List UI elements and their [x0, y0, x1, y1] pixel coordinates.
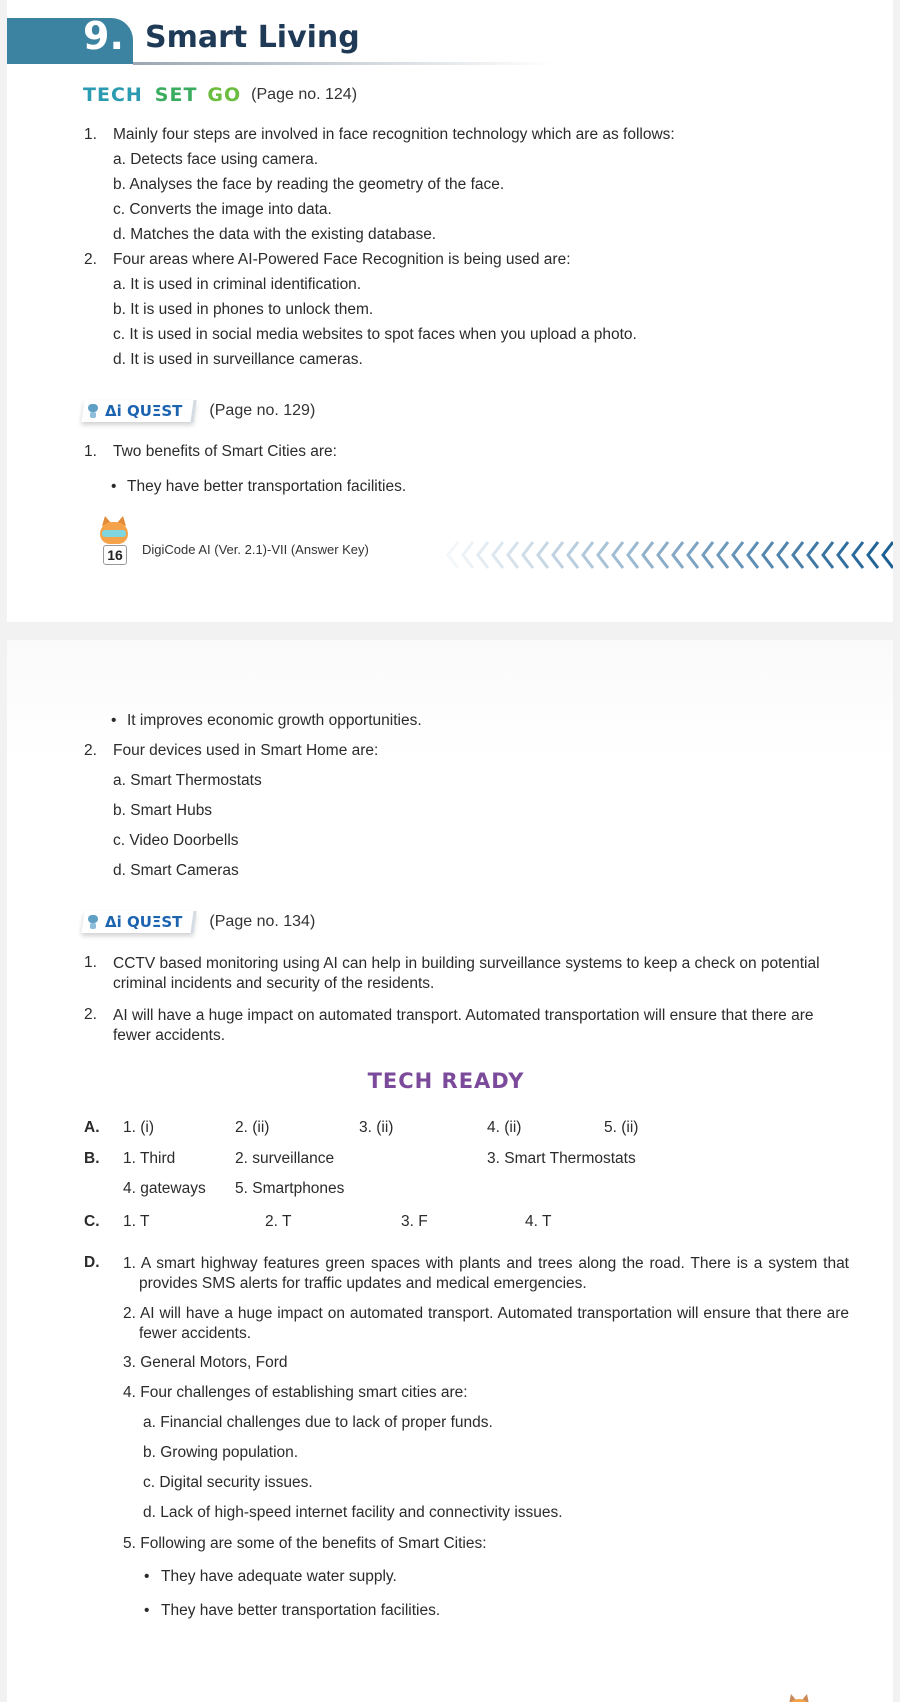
answer-paragraph: 4. Four challenges of establishing smart cities are: — [123, 1384, 468, 1401]
answer-bullet: They have better transportation facilities. — [161, 1602, 441, 1619]
exercise-letter: C. — [84, 1213, 100, 1230]
chevron-left-icon — [718, 542, 728, 568]
answer-cell: 1. Third — [123, 1150, 176, 1167]
page-ref: (Page no. 134) — [209, 913, 316, 930]
ai-quest-heading — [83, 400, 315, 422]
answer-item: c. It is used in social media websites to spot faces when you upload a photo. — [113, 326, 637, 343]
chevron-left-icon — [823, 542, 833, 568]
answer-item: a. It is used in criminal identification. — [113, 276, 362, 293]
chevron-left-icon — [793, 542, 803, 568]
chevron-left-icon — [658, 542, 668, 568]
answer-cell: 5. Smartphones — [235, 1180, 345, 1197]
chapter-underline — [133, 62, 553, 65]
chapter-number: 9. — [83, 14, 124, 58]
page-ref: (Page no. 129) — [209, 402, 316, 419]
answer-item: a. Detects face using camera. — [113, 151, 319, 168]
chapter-title: Smart Living — [145, 20, 360, 55]
question-number: 1. — [84, 443, 97, 460]
answer-item: d. Matches the data with the existing database. — [113, 226, 437, 243]
ai-quest-label: Δi QUΞST — [105, 402, 183, 420]
question-answer: AI will have a huge impact on automated transport. Automated transportation will ensure that there are fewer accidents. — [113, 1007, 814, 1044]
page-16 — [7, 0, 893, 622]
question-text: Four areas where AI-Powered Face Recognition is being used are: — [113, 251, 571, 268]
answer-item: b. It is used in phones to unlock them. — [113, 301, 374, 318]
bullet-icon: • — [111, 478, 117, 495]
question-text: Four devices used in Smart Home are: — [113, 742, 379, 759]
chevron-left-icon — [763, 542, 773, 568]
chevron-left-icon — [853, 542, 863, 568]
question-number: 1. — [84, 126, 97, 143]
chevron-left-icon — [598, 542, 608, 568]
answer-item: a. Financial challenges due to lack of proper funds. — [143, 1414, 493, 1431]
tech-set-go-part-tech: TECH — [83, 84, 143, 106]
chevron-left-icon — [688, 542, 698, 568]
answer-cell: 4. gateways — [123, 1180, 206, 1197]
answer-bullet: They have better transportation facilities. — [127, 478, 407, 495]
answer-cell: 5. (ii) — [604, 1119, 639, 1136]
chevron-left-icon — [748, 542, 758, 568]
answer-cell: 2. T — [265, 1213, 292, 1230]
chevron-left-icon — [553, 542, 563, 568]
footer-mascot-badge — [97, 516, 131, 566]
answer-cell: 2. (ii) — [235, 1119, 270, 1136]
answer-paragraph: 3. General Motors, Ford — [123, 1354, 288, 1371]
chevron-left-icon — [463, 542, 473, 568]
ai-quest-badge — [81, 400, 197, 422]
answer-item: b. Smart Hubs — [113, 802, 213, 819]
chevron-left-icon — [613, 542, 623, 568]
question-answer: CCTV based monitoring using AI can help in building surveillance systems to keep a check on potential criminal incidents and security of the residents. — [113, 955, 820, 992]
tech-set-go-part-go: GO — [207, 84, 242, 106]
tech-ready-heading — [7, 1069, 893, 1093]
chevron-left-icon — [568, 542, 578, 568]
chevron-left-icon — [673, 542, 683, 568]
answer-item: c. Video Doorbells — [113, 832, 239, 849]
answer-cell: 4. T — [525, 1213, 552, 1230]
answer-paragraph: 5. Following are some of the benefits of Smart Cities: — [123, 1535, 487, 1552]
answer-cell: 3. Smart Thermostats — [487, 1150, 636, 1167]
answer-item: d. Lack of high-speed internet facility and connectivity issues. — [143, 1504, 563, 1521]
tech-set-go-heading — [83, 84, 357, 106]
exercise-letter: A. — [84, 1119, 100, 1136]
robot-icon — [87, 404, 99, 418]
tech-set-go-part-set: SET — [154, 84, 198, 106]
answer-cell: 1. T — [123, 1213, 150, 1230]
chevron-left-icon — [478, 542, 488, 568]
chevron-left-icon — [733, 542, 743, 568]
tech-ready-title: TECH READY — [367, 1069, 525, 1093]
chevron-stripe-decoration — [440, 538, 893, 572]
page-number: 16 — [103, 545, 127, 565]
question-text: Two benefits of Smart Cities are: — [113, 443, 337, 460]
answer-item: d. It is used in surveillance cameras. — [113, 351, 363, 368]
chevron-left-icon — [868, 542, 878, 568]
answer-bullet: They have adequate water supply. — [161, 1568, 397, 1585]
answer-cell: 3. (ii) — [359, 1119, 394, 1136]
chevron-left-icon — [703, 542, 713, 568]
answer-cell: 3. F — [401, 1213, 428, 1230]
fox-visor-icon — [102, 530, 126, 537]
ai-quest-badge — [81, 911, 197, 933]
question-number: 1. — [84, 954, 97, 971]
chevron-left-icon — [523, 542, 533, 568]
answer-item: c. Digital security issues. — [143, 1474, 313, 1491]
exercise-letter: D. — [84, 1254, 100, 1271]
question-number: 2. — [84, 251, 97, 268]
answer-item: b. Analyses the face by reading the geometry of the face. — [113, 176, 505, 193]
ai-quest-label: Δi QUΞST — [105, 913, 183, 931]
chevron-left-icon — [508, 542, 518, 568]
question-number: 2. — [84, 742, 97, 759]
ai-quest-heading — [83, 911, 315, 933]
page-17 — [7, 640, 893, 1702]
question-text: Mainly four steps are involved in face recognition technology which are as follows: — [113, 126, 675, 143]
answer-item: c. Converts the image into data. — [113, 201, 332, 218]
chevron-left-icon — [643, 542, 653, 568]
answer-item: a. Smart Thermostats — [113, 772, 262, 789]
question-number: 2. — [84, 1006, 97, 1023]
answer-item: b. Growing population. — [143, 1444, 299, 1461]
book-title: DigiCode AI (Ver. 2.1)-VII (Answer Key) — [142, 542, 369, 557]
answer-cell: 1. (i) — [123, 1119, 154, 1136]
chevron-left-icon — [808, 542, 818, 568]
bullet-icon: • — [144, 1568, 150, 1585]
answer-cell: 2. surveillance — [235, 1150, 335, 1167]
answer-paragraph: 1. A smart highway features green spaces with plants and trees along the road. There is a system that provides SMS alerts for traffic updates and medical emergencies. — [123, 1255, 849, 1292]
chevron-left-icon — [883, 542, 893, 568]
exercise-letter: B. — [84, 1150, 100, 1167]
answer-item: d. Smart Cameras — [113, 862, 239, 879]
chevron-left-icon — [838, 542, 848, 568]
chevron-left-icon — [493, 542, 503, 568]
robot-icon — [87, 915, 99, 929]
answer-cell: 4. (ii) — [487, 1119, 522, 1136]
answer-bullet: It improves economic growth opportunities. — [127, 712, 422, 729]
bullet-icon: • — [144, 1602, 150, 1619]
fox-mascot-icon — [787, 1692, 811, 1702]
page-ref: (Page no. 124) — [251, 86, 358, 103]
chevron-left-icon — [448, 542, 458, 568]
chevron-left-icon — [778, 542, 788, 568]
bullet-icon: • — [111, 712, 117, 729]
chevron-left-icon — [628, 542, 638, 568]
answer-paragraph: 2. AI will have a huge impact on automated transport. Automated transportation will ensure that there are fewer accidents. — [123, 1305, 849, 1342]
chevron-left-icon — [583, 542, 593, 568]
chevron-left-icon — [538, 542, 548, 568]
